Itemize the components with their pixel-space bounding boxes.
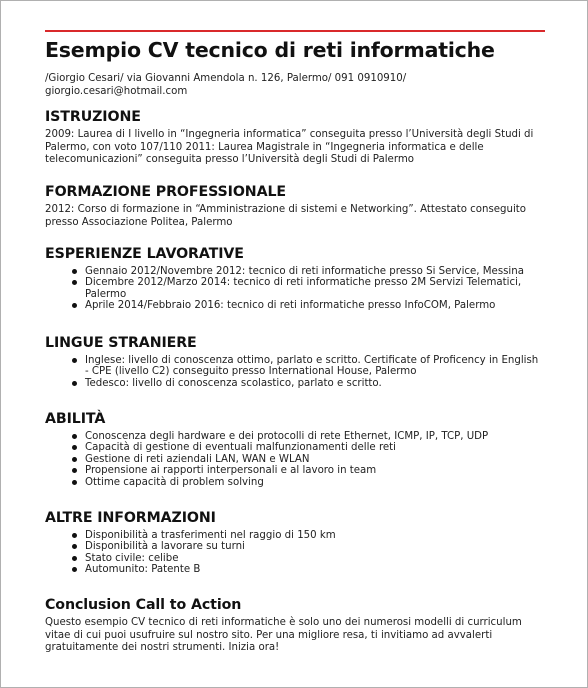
bullet-icon: [72, 434, 77, 439]
list-item: Capacità di gestione di eventuali malfunzionamenti delle reti: [85, 442, 545, 453]
section-heading: LINGUE STRANIERE: [45, 335, 197, 351]
section-heading: FORMAZIONE PROFESSIONALE: [45, 184, 286, 200]
contact-info: /Giorgio Cesari/ via Giovanni Amendola n. 126, Palermo/ 091 0910910/ giorgio.cesari@hotmail.com: [45, 73, 407, 97]
section-heading: ALTRE INFORMAZIONI: [45, 510, 216, 526]
list-item: Gennaio 2012/Novembre 2012: tecnico di reti informatiche presso Si Service, Messina: [85, 266, 545, 277]
section-altre-informazioni: [45, 510, 545, 576]
bullet-icon: [72, 280, 77, 285]
bullet-icon: [72, 556, 77, 561]
skills-list: [45, 431, 545, 488]
bullet-icon: [72, 567, 77, 572]
languages-list: [45, 355, 545, 389]
bullet-icon: [72, 445, 77, 450]
list-item: Stato civile: celibe: [85, 553, 545, 564]
list-item: Tedesco: livello di conoscenza scolastico, parlato e scritto.: [85, 378, 545, 389]
experience-list: [45, 266, 545, 312]
list-item: Disponibilità a trasferimenti nel raggio di 150 km: [85, 530, 545, 541]
section-heading: Conclusion Call to Action: [45, 597, 242, 613]
section-text: 2012: Corso di formazione in “Amministrazione di sistemi e Networking”. Attestato conseguito presso Associazione Politea, Palermo: [45, 204, 527, 228]
section-lingue: [45, 335, 545, 389]
list-item: Aprile 2014/Febbraio 2016: tecnico di reti informatiche presso InfoCOM, Palermo: [85, 300, 545, 311]
section-heading: ESPERIENZE LAVORATIVE: [45, 246, 244, 262]
list-item: Inglese: livello di conoscenza ottimo, parlato e scritto. Certificate of Proficency in English - CPE (livello C2) conseguito presso International House, Palermo: [85, 355, 545, 378]
bullet-icon: [72, 480, 77, 485]
bullet-icon: [72, 544, 77, 549]
section-istruzione: [45, 109, 545, 167]
bullet-icon: [72, 468, 77, 473]
section-formazione: [45, 184, 545, 229]
list-item: Propensione ai rapporti interpersonali e al lavoro in team: [85, 465, 545, 476]
title-accent-rule: [45, 30, 545, 32]
section-abilita: [45, 411, 545, 488]
bullet-icon: [72, 533, 77, 538]
bullet-icon: [72, 269, 77, 274]
list-item: Automunito: Patente B: [85, 564, 545, 575]
section-esperienze: [45, 246, 545, 312]
bullet-icon: [72, 358, 77, 363]
bullet-icon: [72, 303, 77, 308]
bullet-icon: [72, 381, 77, 386]
section-heading: ABILITÀ: [45, 411, 106, 427]
bullet-icon: [72, 457, 77, 462]
list-item: Conoscenza degli hardware e dei protocolli di rete Ethernet, ICMP, IP, TCP, UDP: [85, 431, 545, 442]
list-item: Dicembre 2012/Marzo 2014: tecnico di reti informatiche presso 2M Servizi Telematici, Palermo: [85, 277, 545, 300]
list-item: Gestione di reti aziendali LAN, WAN e WLAN: [85, 454, 545, 465]
section-heading: ISTRUZIONE: [45, 109, 141, 125]
list-item: Disponibilità a lavorare su turni: [85, 541, 545, 552]
other-info-list: [45, 530, 545, 576]
list-item: Ottime capacità di problem solving: [85, 477, 545, 488]
document-title: Esempio CV tecnico di reti informatiche: [45, 38, 495, 62]
section-text: 2009: Laurea di I livello in “Ingegneria informatica” conseguita presso l’Università degli Studi di Palermo, con voto 107/110 2011: Laurea Magistrale in “Ingegneria informatica e delle telecomunicazioni” conseguita presso l’Università degli Studi di Palermo: [45, 129, 534, 166]
section-conclusion: [45, 597, 545, 655]
section-text: Questo esempio CV tecnico di reti informatiche è solo uno dei numerosi modelli di curriculum vitae di cui puoi usufruire sul nostro sito. Per una migliore resa, ti invitiamo ad avvalerti gratuitamente dei nostri strumenti. Inizia ora!: [45, 617, 522, 654]
